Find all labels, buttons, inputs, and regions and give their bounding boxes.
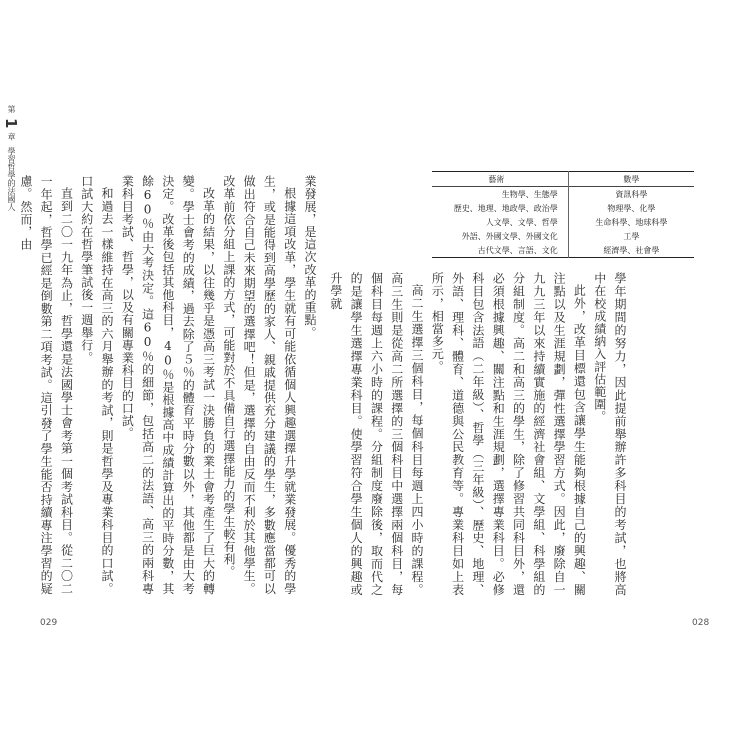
- table-cell: 物理學、化學: [568, 201, 694, 215]
- chapter-word-bottom: 章: [7, 132, 16, 141]
- paragraph: 此外，改革目標還包含讓學生能夠根據自己的興趣、關注點以及生涯規劃，彈性選擇學習方式。因此，廢除自一九九三年以來持續實施的經濟社會組、文學組、科學組的分組制度。高二和高三的學生，除了修習共同科目外，還必須根據興趣、關注點和生涯規劃，選擇專業科目。必修科目包含法語（二年級）、哲學（三年級）、歷史、地理、外語、理科、體育、道德與公民教育等。專業科目如上表所示，相當多元。: [430, 272, 587, 596]
- subject-table: [432, 171, 694, 258]
- table-cell: 人文學、文學、哲學: [485, 217, 558, 227]
- table-row: [432, 187, 694, 202]
- table-cell: 資訊科學: [568, 187, 694, 202]
- table-cell: 古代文學、言語、文化: [477, 245, 558, 255]
- left-page-body: [18, 175, 320, 595]
- paragraph: 改革的結果，以往幾乎是憑高三考試一決勝負的業士會考產生了巨大的轉變。學士會考的成績，過去除了５％的體育平時分數以外，其他都是由大考決定。改革後包括其他科目，40％是根據高中成績計算出的平時分數，其餘60％由大考決定。這60％的細節，包括高二的法語、高三的兩科專業科目考試、哲學，以及有關專業科目的口試。: [120, 175, 216, 595]
- paragraph: 業發展，是這次改革的重點。: [303, 175, 317, 339]
- page-number-right: 028: [692, 618, 710, 628]
- table-cell: 歷史、地理、地政學、政治學: [453, 203, 558, 213]
- table-row: [432, 229, 694, 243]
- table-cell: 生命科學、地球科學: [568, 215, 694, 229]
- paragraph: 學年期間的努力，因此提前舉辦許多科目的考試，也將高中在校成績納入評估範圍。: [592, 272, 627, 596]
- table-cell: 工學: [568, 229, 694, 243]
- table-cell: 生物學、生態學: [501, 189, 558, 199]
- table-row: [432, 201, 694, 215]
- table-cell: 外語、外國文學、外國文化: [461, 231, 558, 241]
- paragraph: 高二生選擇三個科目，每個科目每週上四小時的課程。高三生則是從高二所選擇的三個科目中選擇兩個科目，每個科目每週上六小時的課程。分組制度廢除後，取而代之的是讓學生選擇專業科目。使學習符合學生個人的興趣或升學就: [328, 272, 425, 596]
- paragraph: 直到二〇一九年為止，哲學還是法國學士會考第一個考試科目。從二〇二一年起，哲學已經是倒數第二項考試。這引發了學生能否持續專注學習的疑慮。然而，由: [18, 175, 74, 595]
- table-header-cell: 數學: [568, 172, 694, 187]
- table-cell: 經濟學、社會學: [568, 243, 694, 258]
- table-row: [432, 215, 694, 229]
- paragraph: 和過去一樣維持在高三的六月舉辦的考試，則是哲學及專業科目的口試。口試大約在哲學筆試後一週舉行。: [79, 175, 115, 595]
- table-header-cell: 藝術: [488, 174, 505, 184]
- table-row: [432, 243, 694, 258]
- right-page-body: [328, 272, 630, 596]
- table-header-row: [432, 172, 694, 187]
- paragraph: 根據這項改革，學生就有可能依循個人興趣選擇升學就業發展。優秀的學生，或是能得到高學歷的家人、親戚提供充分建議的學生，多數應當都可以做出符合自己未來期望的選擇吧！但是，選擇的自由反而不利於其他學生。改革前依分組上課的方式，可能對於不具備自行選擇能力的學生較有利。: [221, 175, 297, 595]
- page-number-left: 029: [40, 618, 58, 628]
- chapter-word-top: 第: [7, 105, 16, 113]
- chapter-number: 1: [2, 117, 20, 128]
- chapter-title: 學習哲學的法國人: [7, 147, 16, 212]
